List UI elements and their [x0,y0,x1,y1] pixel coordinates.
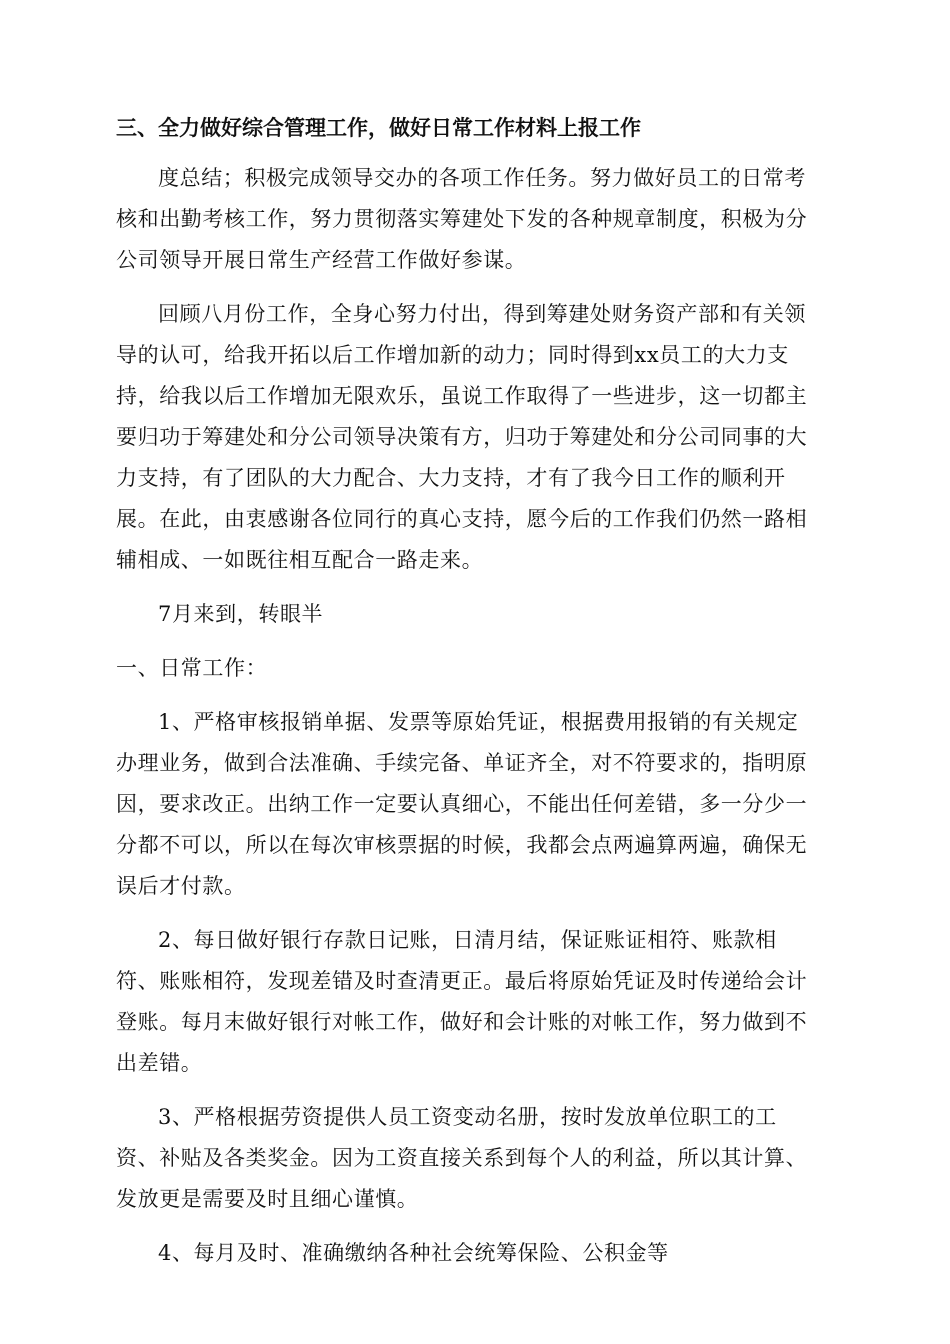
paragraph-line: 因，要求改正。出纳工作一定要认真细心，不能出任何差错，多一分少一 [116,792,808,816]
paragraph-line: 符、账账相符，发现差错及时查清更正。最后将原始凭证及时传递给会计 [116,969,808,993]
paragraph [116,158,846,281]
paragraph-line: 导的认可，给我开拓以后工作增加新的动力；同时得到xx员工的大力支 [116,343,789,367]
paragraph-line: 7月来到，转眼半 [158,602,324,626]
document-body [116,158,846,1274]
paragraph-line: 度总结；积极完成领导交办的各项工作任务。努力做好员工的日常考 [158,166,806,190]
paragraph-line: 核和出勤考核工作，努力贯彻落实筹建处下发的各种规章制度，积极为分 [116,207,808,231]
paragraph-line: 出差错。 [116,1051,203,1075]
paragraph [116,594,846,635]
paragraph [116,294,846,581]
paragraph-line: 1、严格审核报销单据、发票等原始凭证，根据费用报销的有关规定 [158,710,799,734]
paragraph-line: 力支持，有了团队的大力配合、大力支持，才有了我今日工作的顺利开 [116,466,786,490]
paragraph-line: 要归功于筹建处和分公司领导决策有方，归功于筹建处和分公司同事的大 [116,425,808,449]
paragraph-line: 一、日常工作： [116,656,268,680]
paragraph-line: 登账。每月末做好银行对帐工作，做好和会计账的对帐工作，努力做到不 [116,1010,808,1034]
paragraph-line: 回顾八月份工作，全身心努力付出，得到筹建处财务资产部和有关领 [158,302,806,326]
paragraph [116,920,846,1084]
paragraph [116,702,846,907]
section-heading: 三、全力做好综合管理工作，做好日常工作材料上报工作 [116,116,641,140]
paragraph-line: 发放更是需要及时且细心谨慎。 [116,1187,419,1211]
paragraph-line: 误后才付款。 [116,874,246,898]
paragraph-line: 辅相成、一如既往相互配合一路走来。 [116,548,484,572]
paragraph-line: 2、每日做好银行存款日记账，日清月结，保证账证相符、账款相 [158,928,777,952]
paragraph-line: 办理业务，做到合法准确、手续完备、单证齐全，对不符要求的，指明原 [116,751,808,775]
paragraph-line: 资、补贴及各类奖金。因为工资直接关系到每个人的利益，所以其计算、 [116,1146,808,1170]
paragraph-line: 公司领导开展日常生产经营工作做好参谋。 [116,248,527,272]
paragraph-line: 持，给我以后工作增加无限欢乐，虽说工作取得了一些进步，这一切都主 [116,384,808,408]
document-page [116,108,846,1287]
paragraph [116,1233,846,1274]
paragraph-line: 4、每月及时、准确缴纳各种社会统筹保险、公积金等 [158,1241,669,1265]
paragraph-line: 展。在此，由衷感谢各位同行的真心支持，愿今后的工作我们仍然一路相 [116,507,808,531]
paragraph [116,648,846,689]
paragraph-line: 分都不可以，所以在每次审核票据的时候，我都会点两遍算两遍，确保无 [116,833,808,857]
paragraph-line: 3、严格根据劳资提供人员工资变动名册，按时发放单位职工的工 [158,1105,777,1129]
paragraph [116,1097,846,1220]
